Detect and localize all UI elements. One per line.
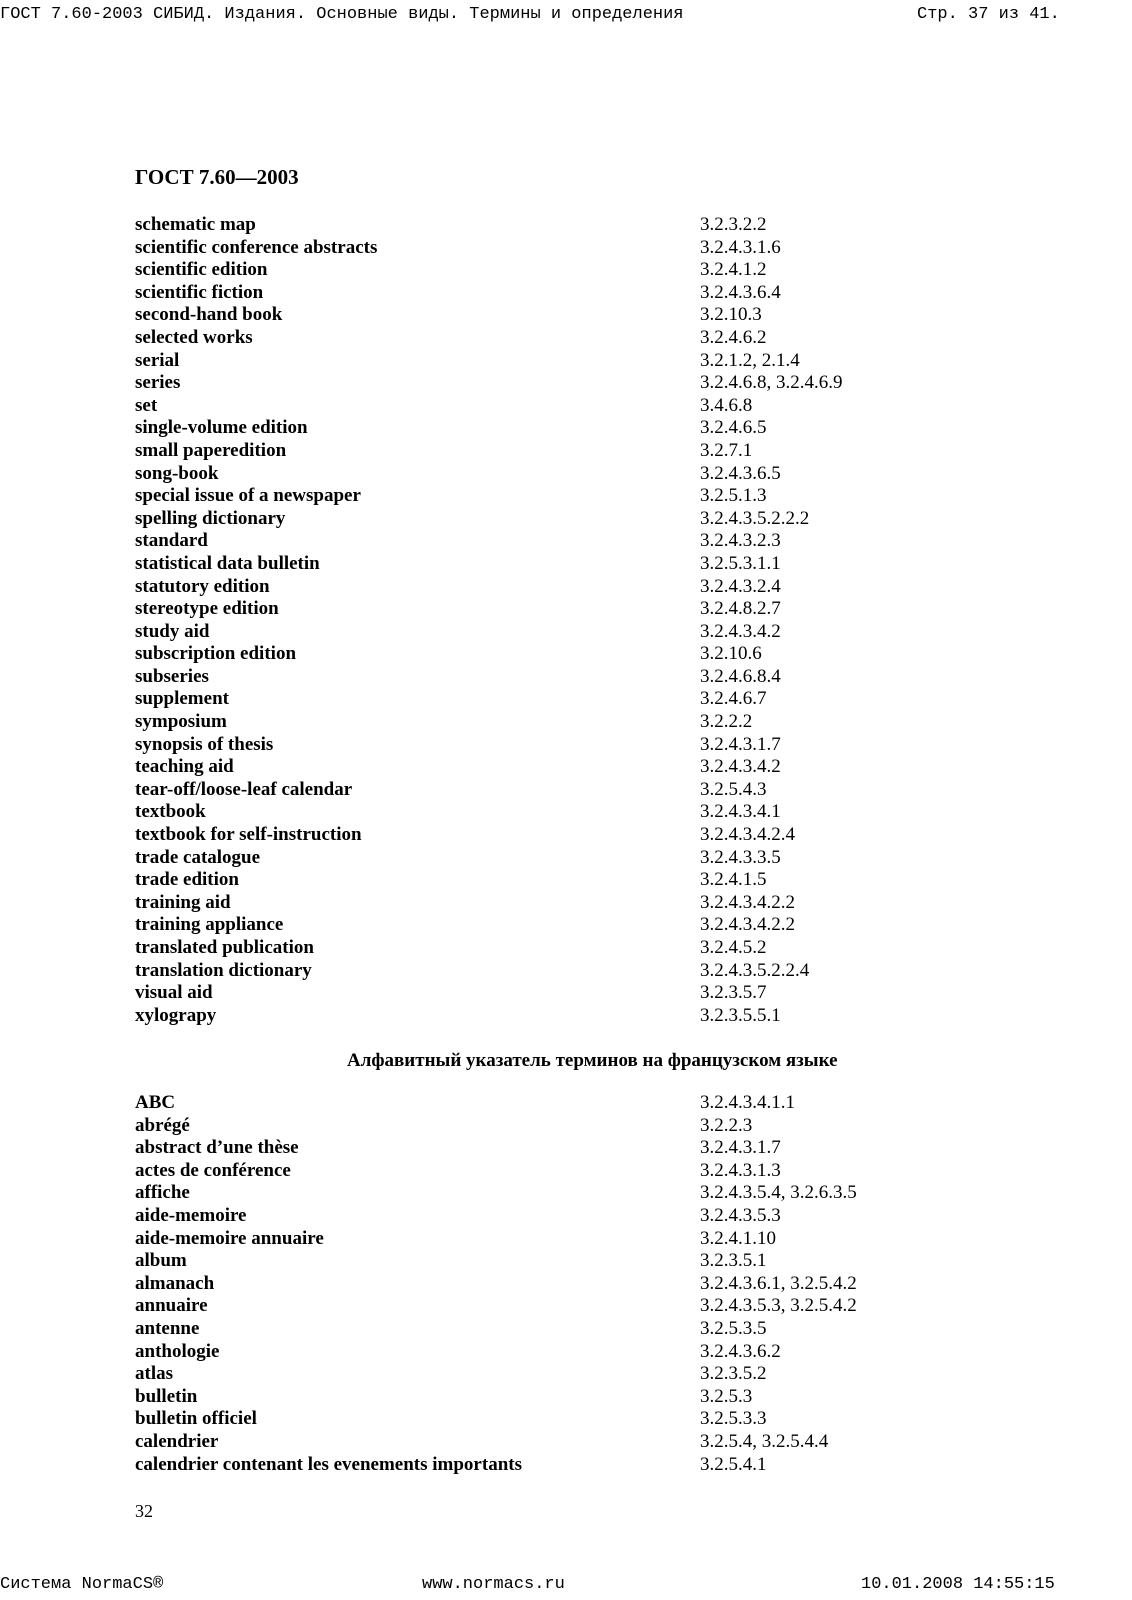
index-entry <box>135 734 895 757</box>
index-entry <box>135 372 895 395</box>
index-reference: 3.2.4.5.2 <box>700 937 767 958</box>
index-reference: 3.2.4.3.2.4 <box>700 575 781 597</box>
index-entry <box>135 395 895 418</box>
index-entry <box>135 1182 895 1205</box>
index-entry <box>135 914 895 937</box>
index-reference: 3.4.6.8 <box>700 394 753 416</box>
index-entry <box>135 259 895 282</box>
index-reference: 3.2.4.3.5.3, 3.2.5.4.2 <box>700 1295 857 1317</box>
index-reference: 3.2.4.3.5.3 <box>700 1204 781 1226</box>
index-reference: 3.2.2.2 <box>700 711 753 733</box>
index-term: aide-memoire <box>135 1204 247 1226</box>
index-term: schematic map <box>135 214 256 235</box>
index-term: selected works <box>135 326 253 348</box>
index-entry <box>135 1408 895 1431</box>
index-reference: 3.2.4.3.4.2 <box>700 756 781 778</box>
footer-website: www.normacs.ru <box>422 1575 565 1594</box>
index-term: xylograpy <box>135 1004 217 1026</box>
index-term: subscription edition <box>135 643 297 665</box>
index-term: almanach <box>135 1272 215 1294</box>
index-reference: 3.2.4.3.5.4, 3.2.6.3.5 <box>700 1182 857 1204</box>
index-term: trade catalogue <box>135 846 261 868</box>
index-term: study aid <box>135 620 210 642</box>
index-term: training aid <box>135 891 231 913</box>
french-index-heading: Алфавитный указатель терминов на французском языке <box>347 1050 838 1071</box>
index-reference: 3.2.4.3.1.3 <box>700 1159 781 1181</box>
index-reference: 3.2.4.8.2.7 <box>700 598 781 620</box>
index-entry <box>135 960 895 983</box>
index-entry <box>135 824 895 847</box>
index-entry <box>135 214 895 237</box>
index-entry <box>135 1273 895 1296</box>
index-reference: 3.2.4.6.8, 3.2.4.6.9 <box>700 372 843 394</box>
index-term: trade edition <box>135 869 239 891</box>
index-reference: 3.2.4.6.2 <box>700 326 767 348</box>
index-entry <box>135 892 895 915</box>
index-entry <box>135 1160 895 1183</box>
index-entry <box>135 643 895 666</box>
index-term: antenne <box>135 1317 200 1339</box>
index-reference: 3.2.4.3.4.2.2 <box>700 891 795 913</box>
index-reference: 3.2.4.3.1.6 <box>700 236 781 258</box>
index-entry <box>135 1341 895 1364</box>
index-entry <box>135 688 895 711</box>
index-term: training appliance <box>135 914 284 936</box>
index-entry <box>135 282 895 305</box>
index-term: standard <box>135 530 208 552</box>
index-reference: 3.2.4.3.5.2.2.2 <box>700 507 810 529</box>
index-reference: 3.2.4.1.5 <box>700 869 767 891</box>
index-entry <box>135 847 895 870</box>
index-entry <box>135 350 895 373</box>
document-code: ГОСТ 7.60—2003 <box>135 165 299 189</box>
index-term: abstract d’une thèse <box>135 1137 299 1159</box>
index-term: scientific conference abstracts <box>135 236 378 258</box>
footer-timestamp: 10.01.2008 14:55:15 <box>861 1575 1055 1594</box>
index-term: album <box>135 1250 187 1272</box>
index-reference: 3.2.4.6.5 <box>700 417 767 439</box>
index-reference: 3.2.4.3.6.4 <box>700 281 781 303</box>
index-entry <box>135 869 895 892</box>
index-reference: 3.2.4.3.4.1 <box>700 801 781 823</box>
index-entry <box>135 1250 895 1273</box>
index-reference: 3.2.5.1.3 <box>700 485 767 507</box>
index-reference: 3.2.4.3.4.2.2 <box>700 914 795 936</box>
index-term: set <box>135 394 158 416</box>
index-entry <box>135 304 895 327</box>
index-reference: 3.2.5.3.1.1 <box>700 552 781 574</box>
index-entry <box>135 530 895 553</box>
index-term: symposium <box>135 711 227 733</box>
index-term: calendrier <box>135 1430 219 1452</box>
index-term: special issue of a newspaper <box>135 485 361 507</box>
index-entry <box>135 417 895 440</box>
index-term: ABC <box>135 1092 176 1113</box>
footer-system-name: Система NormaCS® <box>0 1575 164 1594</box>
index-term: textbook for self-instruction <box>135 824 362 846</box>
index-entry <box>135 1137 895 1160</box>
index-entry <box>135 1205 895 1228</box>
index-reference: 3.2.3.5.1 <box>700 1250 767 1272</box>
index-entry <box>135 598 895 621</box>
index-reference: 3.2.5.4.1 <box>700 1453 767 1475</box>
page-number: 32 <box>135 1501 153 1521</box>
index-reference: 3.2.5.3 <box>700 1385 753 1407</box>
index-entry <box>135 756 895 779</box>
index-term: statistical data bulletin <box>135 552 320 574</box>
french-term-index <box>135 1092 895 1476</box>
index-reference: 3.2.4.3.4.2 <box>700 620 781 642</box>
index-entry <box>135 1431 895 1454</box>
index-entry <box>135 1386 895 1409</box>
index-term: visual aid <box>135 982 213 1004</box>
index-reference: 3.2.5.4.3 <box>700 778 767 800</box>
index-term: supplement <box>135 688 229 710</box>
index-term: statutory edition <box>135 575 270 597</box>
index-entry <box>135 1295 895 1318</box>
index-reference: 3.2.7.1 <box>700 439 753 461</box>
index-entry <box>135 553 895 576</box>
index-term: actes de conférence <box>135 1159 291 1181</box>
index-term: textbook <box>135 801 206 823</box>
index-reference: 3.2.5.4, 3.2.5.4.4 <box>700 1430 829 1452</box>
index-reference: 3.2.5.3.3 <box>700 1408 767 1430</box>
index-entry <box>135 779 895 802</box>
index-reference: 3.2.3.5.2 <box>700 1363 767 1385</box>
index-entry <box>135 1363 895 1386</box>
index-entry <box>135 801 895 824</box>
index-term: scientific fiction <box>135 281 264 303</box>
index-reference: 3.2.4.3.4.1.1 <box>700 1092 795 1113</box>
index-term: subseries <box>135 665 209 687</box>
index-reference: 3.2.10.3 <box>700 304 762 326</box>
index-term: second-hand book <box>135 304 283 326</box>
index-entry <box>135 982 895 1005</box>
index-entry <box>135 463 895 486</box>
index-term: single-volume edition <box>135 417 308 439</box>
index-term: aide-memoire annuaire <box>135 1227 324 1249</box>
index-entry <box>135 576 895 599</box>
index-reference: 3.2.4.6.8.4 <box>700 665 781 687</box>
index-term: synopsis of thesis <box>135 733 274 755</box>
index-reference: 3.2.3.5.5.1 <box>700 1004 781 1026</box>
index-term: scientific edition <box>135 259 268 281</box>
index-reference: 3.2.4.6.7 <box>700 688 767 710</box>
index-term: tear-off/loose-leaf calendar <box>135 778 353 800</box>
index-term: bulletin officiel <box>135 1408 257 1430</box>
index-entry <box>135 508 895 531</box>
page-counter: Стр. 37 из 41. <box>917 5 1060 24</box>
index-term: series <box>135 372 181 394</box>
index-reference: 3.2.4.1.10 <box>700 1227 776 1249</box>
index-term: atlas <box>135 1363 173 1385</box>
page-header-title: ГОСТ 7.60-2003 СИБИД. Издания. Основные виды. Термины и определения <box>0 5 684 24</box>
index-reference: 3.2.4.3.1.7 <box>700 733 781 755</box>
index-term: spelling dictionary <box>135 507 286 529</box>
index-term: teaching aid <box>135 756 234 778</box>
index-term: translation dictionary <box>135 959 312 981</box>
index-term: annuaire <box>135 1295 208 1317</box>
index-entry <box>135 327 895 350</box>
index-term: song-book <box>135 462 219 484</box>
index-entry <box>135 937 895 960</box>
index-term: anthologie <box>135 1340 220 1362</box>
index-term: calendrier contenant les evenements importants <box>135 1453 522 1475</box>
index-reference: 3.2.4.3.2.3 <box>700 530 781 552</box>
index-reference: 3.2.3.2.2 <box>700 214 767 235</box>
index-term: translated publication <box>135 937 314 958</box>
index-reference: 3.2.2.3 <box>700 1114 753 1136</box>
index-reference: 3.2.10.6 <box>700 643 762 665</box>
index-entry <box>135 1228 895 1251</box>
index-term: serial <box>135 349 180 371</box>
index-term: bulletin <box>135 1385 198 1407</box>
index-entry <box>135 1454 895 1477</box>
index-entry <box>135 621 895 644</box>
index-entry <box>135 1092 895 1115</box>
index-reference: 3.2.1.2, 2.1.4 <box>700 349 800 371</box>
index-reference: 3.2.4.1.2 <box>700 259 767 281</box>
index-reference: 3.2.4.3.6.2 <box>700 1340 781 1362</box>
index-reference: 3.2.4.3.5.2.2.4 <box>700 959 810 981</box>
index-term: affiche <box>135 1182 190 1204</box>
index-reference: 3.2.4.3.4.2.4 <box>700 824 795 846</box>
english-term-index <box>135 214 895 1027</box>
index-entry <box>135 666 895 689</box>
index-entry <box>135 1005 895 1028</box>
index-term: abrégé <box>135 1114 190 1136</box>
index-reference: 3.2.4.3.1.7 <box>700 1137 781 1159</box>
index-term: small paperedition <box>135 439 287 461</box>
index-reference: 3.2.4.3.6.5 <box>700 462 781 484</box>
index-reference: 3.2.4.3.6.1, 3.2.5.4.2 <box>700 1272 857 1294</box>
index-entry <box>135 711 895 734</box>
index-entry <box>135 485 895 508</box>
index-entry <box>135 1115 895 1138</box>
index-reference: 3.2.3.5.7 <box>700 982 767 1004</box>
index-reference: 3.2.5.3.5 <box>700 1317 767 1339</box>
index-entry <box>135 237 895 260</box>
index-entry <box>135 1318 895 1341</box>
index-term: stereotype edition <box>135 598 279 620</box>
index-reference: 3.2.4.3.3.5 <box>700 846 781 868</box>
index-entry <box>135 440 895 463</box>
